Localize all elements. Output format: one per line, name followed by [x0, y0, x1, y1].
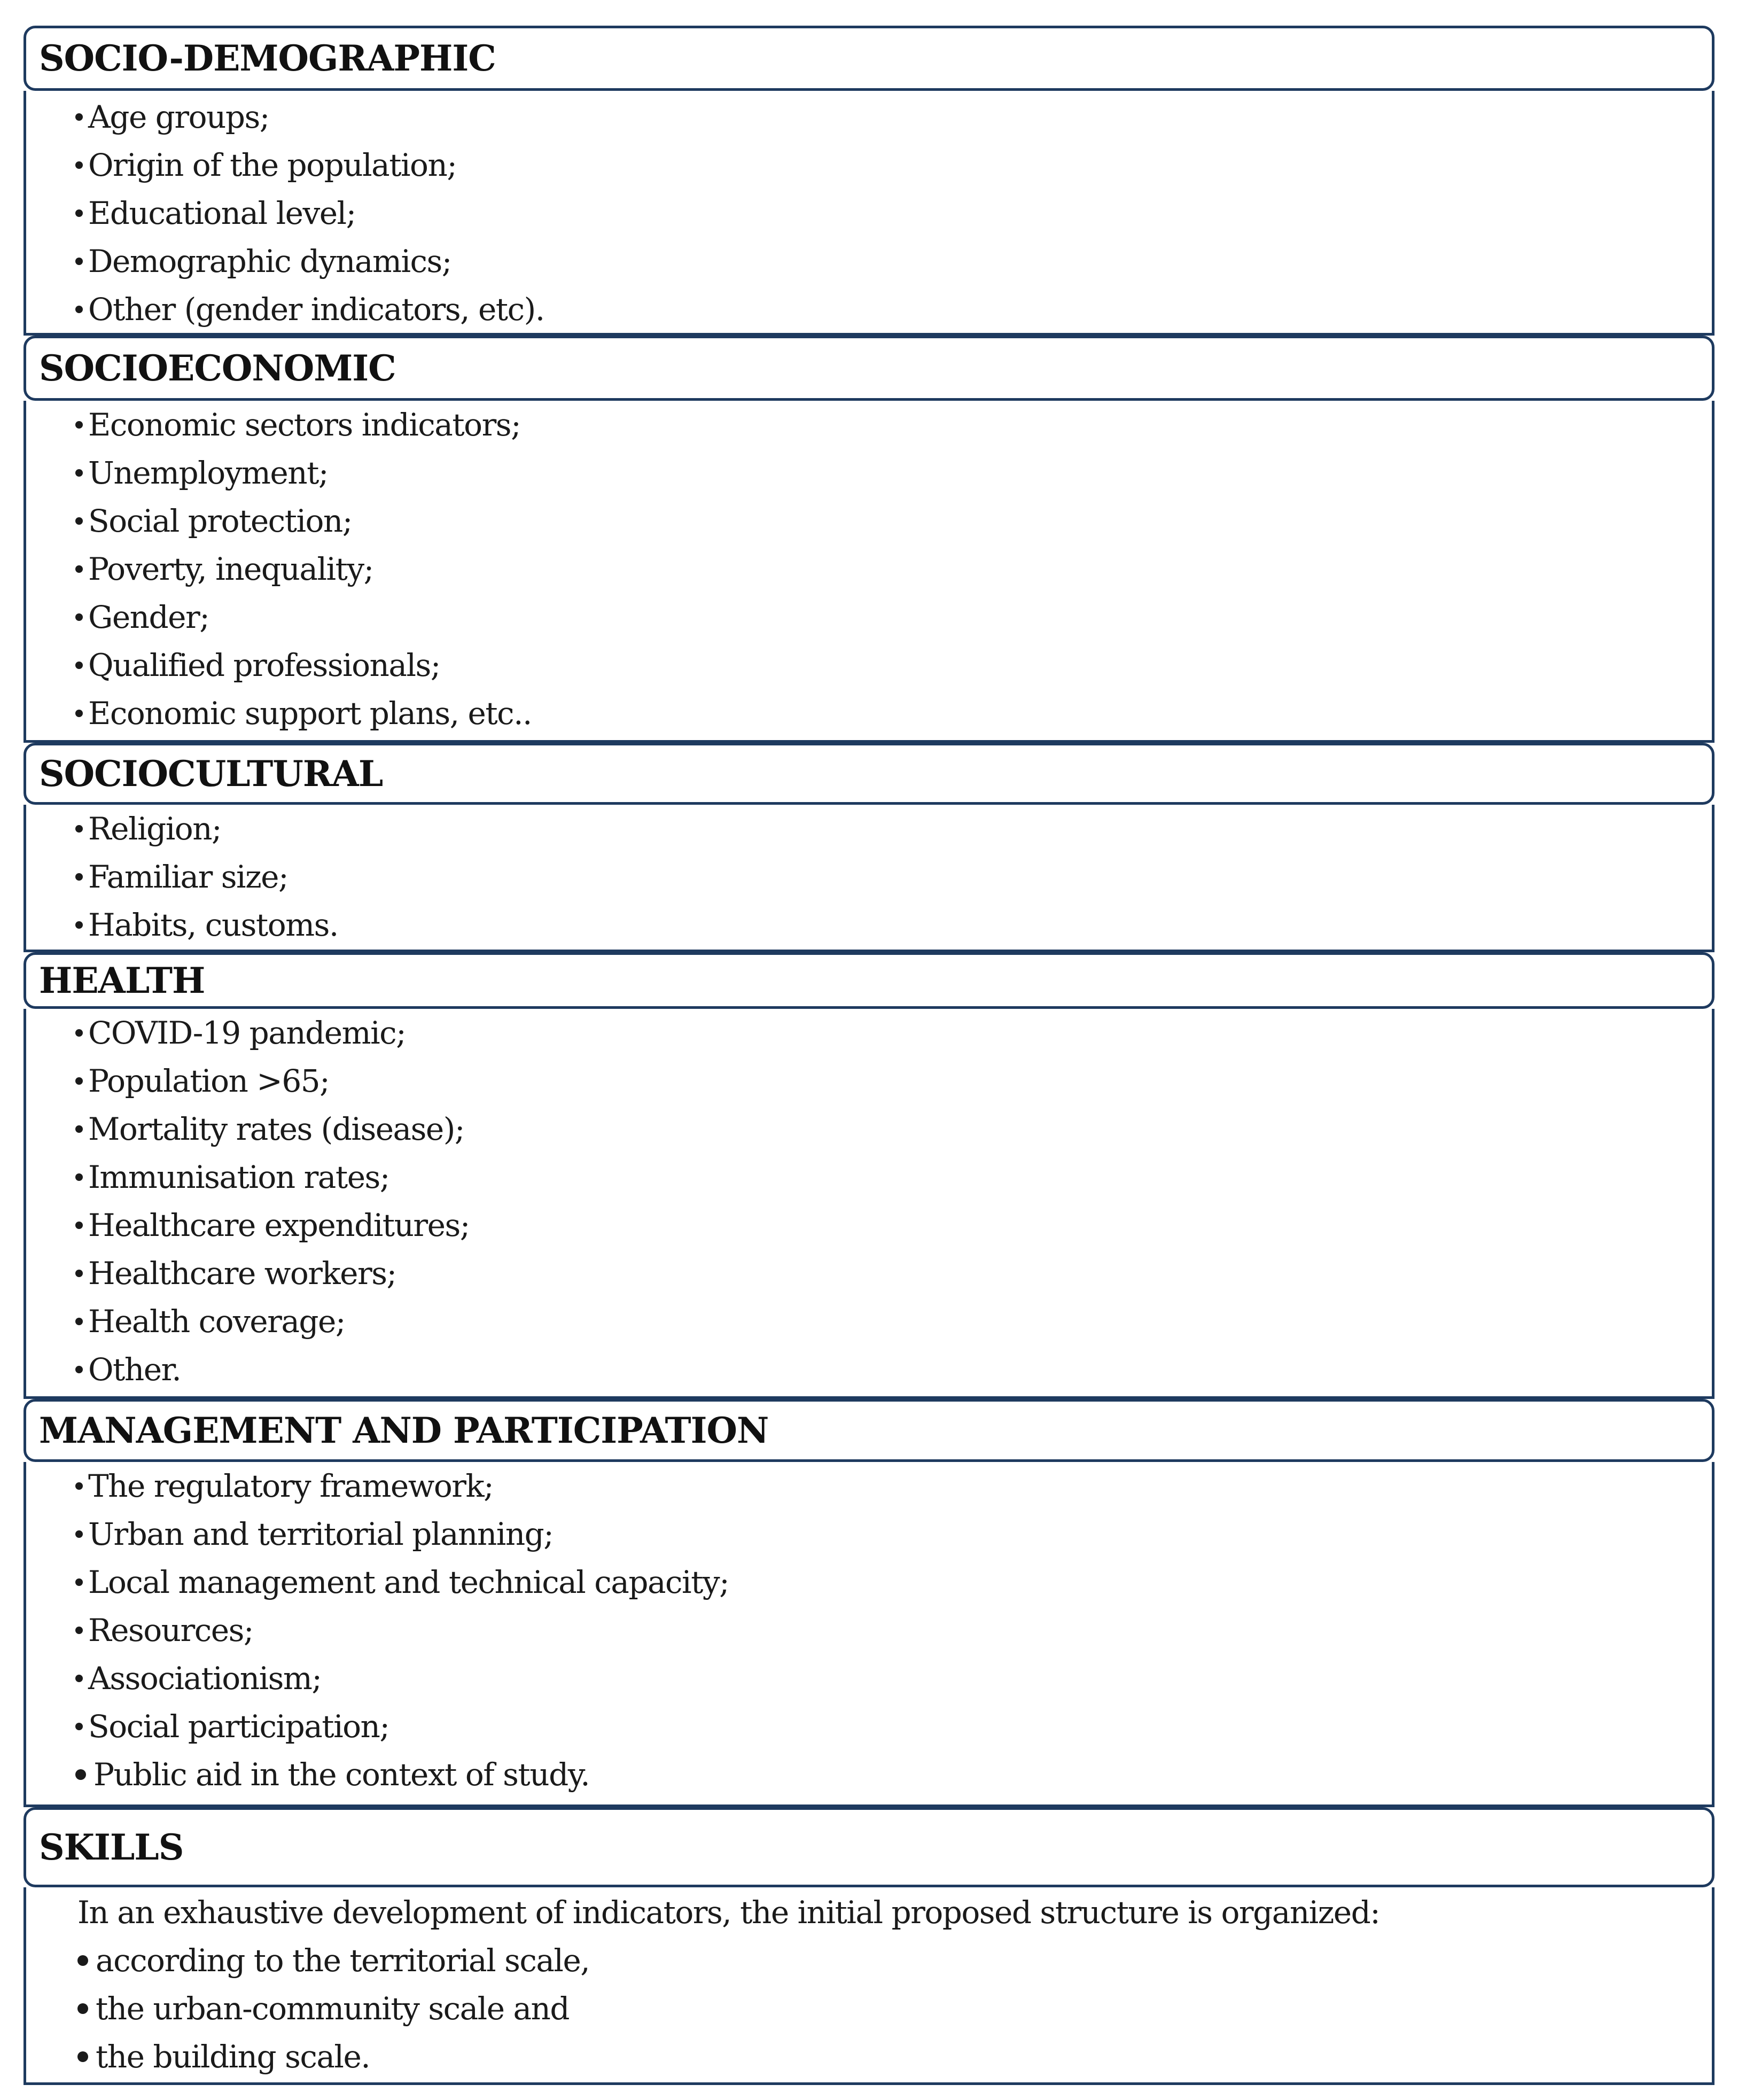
bullet-icon: [75, 209, 83, 217]
list-item: The regulatory framework;: [75, 1462, 1712, 1510]
section-header-management-and-participation: [24, 1399, 1714, 1462]
bullet-icon: [75, 1578, 83, 1586]
list-item: Familiar size;: [75, 853, 1712, 901]
bullet-icon: [75, 1222, 83, 1229]
bullet-icon: [75, 873, 83, 881]
list-item: Health coverage;: [75, 1297, 1712, 1345]
bullet-icon: [75, 1482, 83, 1490]
bullet-icon: [77, 2051, 88, 2062]
section-header-socioeconomic: [24, 336, 1714, 401]
list-item: Habits, customs.: [75, 901, 1712, 949]
indicator-table: [24, 26, 1714, 2085]
section-title: SKILLS: [39, 1826, 184, 1868]
bullet-icon: [75, 1029, 83, 1037]
section-header-socio-demographic: [24, 26, 1714, 91]
bullet-icon: [75, 517, 83, 525]
section-title: MANAGEMENT AND PARTICIPATION: [39, 1410, 769, 1451]
section-body-skills: [24, 1887, 1714, 2085]
section-header-skills: [24, 1807, 1714, 1887]
bullet-icon: [75, 1125, 83, 1133]
section-title: SOCIO-DEMOGRAPHIC: [39, 37, 496, 79]
list-item: Gender;: [75, 593, 1712, 641]
bullet-icon: [75, 161, 83, 169]
list-item: Public aid in the context of study.: [75, 1751, 1712, 1799]
list-item: Associationism;: [75, 1654, 1712, 1702]
list-item: Mortality rates (disease);: [75, 1105, 1712, 1153]
section-header-sociocultural: [24, 743, 1714, 805]
list-item: Other (gender indicators, etc).: [75, 285, 1712, 333]
list-item: Poverty, inequality;: [75, 545, 1712, 593]
section-header-health: [24, 952, 1714, 1009]
bullet-icon: [75, 1077, 83, 1085]
bullet-icon: [75, 825, 83, 833]
list-item: according to the territorial scale,: [77, 1936, 1712, 1985]
section-body-socio-demographic: [24, 91, 1714, 336]
list-item: Local management and technical capacity;: [75, 1558, 1712, 1606]
bullet-icon: [75, 421, 83, 429]
list-item: Religion;: [75, 805, 1712, 853]
section-title: SOCIOCULTURAL: [39, 753, 383, 795]
list-item: Healthcare workers;: [75, 1249, 1712, 1297]
list-item: Economic sectors indicators;: [75, 401, 1712, 449]
bullet-icon: [75, 1318, 83, 1325]
section-body-sociocultural: [24, 805, 1714, 952]
bullet-icon: [75, 113, 83, 121]
bullet-icon: [75, 565, 83, 573]
bullet-icon: [75, 1675, 83, 1682]
list-item: Urban and territorial planning;: [75, 1510, 1712, 1558]
bullet-icon: [75, 1769, 86, 1780]
bullet-icon: [75, 921, 83, 929]
bullet-icon: [77, 2003, 88, 2014]
section-body-health: [24, 1009, 1714, 1399]
bullet-icon: [75, 1270, 83, 1277]
list-item: Social protection;: [75, 497, 1712, 545]
list-item: Unemployment;: [75, 449, 1712, 497]
bullet-icon: [75, 1173, 83, 1181]
section-title: HEALTH: [39, 960, 205, 1001]
list-item: Economic support plans, etc..: [75, 689, 1712, 737]
bullet-icon: [75, 306, 83, 313]
list-item: Qualified professionals;: [75, 641, 1712, 689]
section-body-socioeconomic: [24, 401, 1714, 743]
list-item: the building scale.: [77, 2033, 1712, 2081]
bullet-icon: [75, 1530, 83, 1538]
bullet-icon: [77, 1955, 88, 1966]
list-item: Other.: [75, 1345, 1712, 1394]
bullet-icon: [75, 1723, 83, 1730]
list-item: Social participation;: [75, 1702, 1712, 1751]
bullet-icon: [75, 710, 83, 717]
bullet-icon: [75, 613, 83, 621]
list-item: Demographic dynamics;: [75, 237, 1712, 285]
section-title: SOCIOECONOMIC: [39, 347, 396, 389]
list-item: Origin of the population;: [75, 141, 1712, 189]
bullet-icon: [75, 1366, 83, 1373]
list-item: Population >65;: [75, 1057, 1712, 1105]
list-item: Healthcare expenditures;: [75, 1201, 1712, 1249]
bullet-icon: [75, 258, 83, 265]
list-item: Resources;: [75, 1606, 1712, 1654]
list-item: the urban-community scale and: [77, 1985, 1712, 2033]
bullet-icon: [75, 469, 83, 477]
list-item: Educational level;: [75, 189, 1712, 237]
list-item: Age groups;: [75, 93, 1712, 141]
list-item: COVID-19 pandemic;: [75, 1009, 1712, 1057]
bullet-icon: [75, 1627, 83, 1634]
list-item: Immunisation rates;: [75, 1153, 1712, 1201]
section-body-management-and-participation: [24, 1462, 1714, 1807]
bullet-icon: [75, 662, 83, 669]
skills-intro-text: In an exhaustive development of indicators, the initial proposed structure is organized:: [77, 1894, 1380, 1931]
